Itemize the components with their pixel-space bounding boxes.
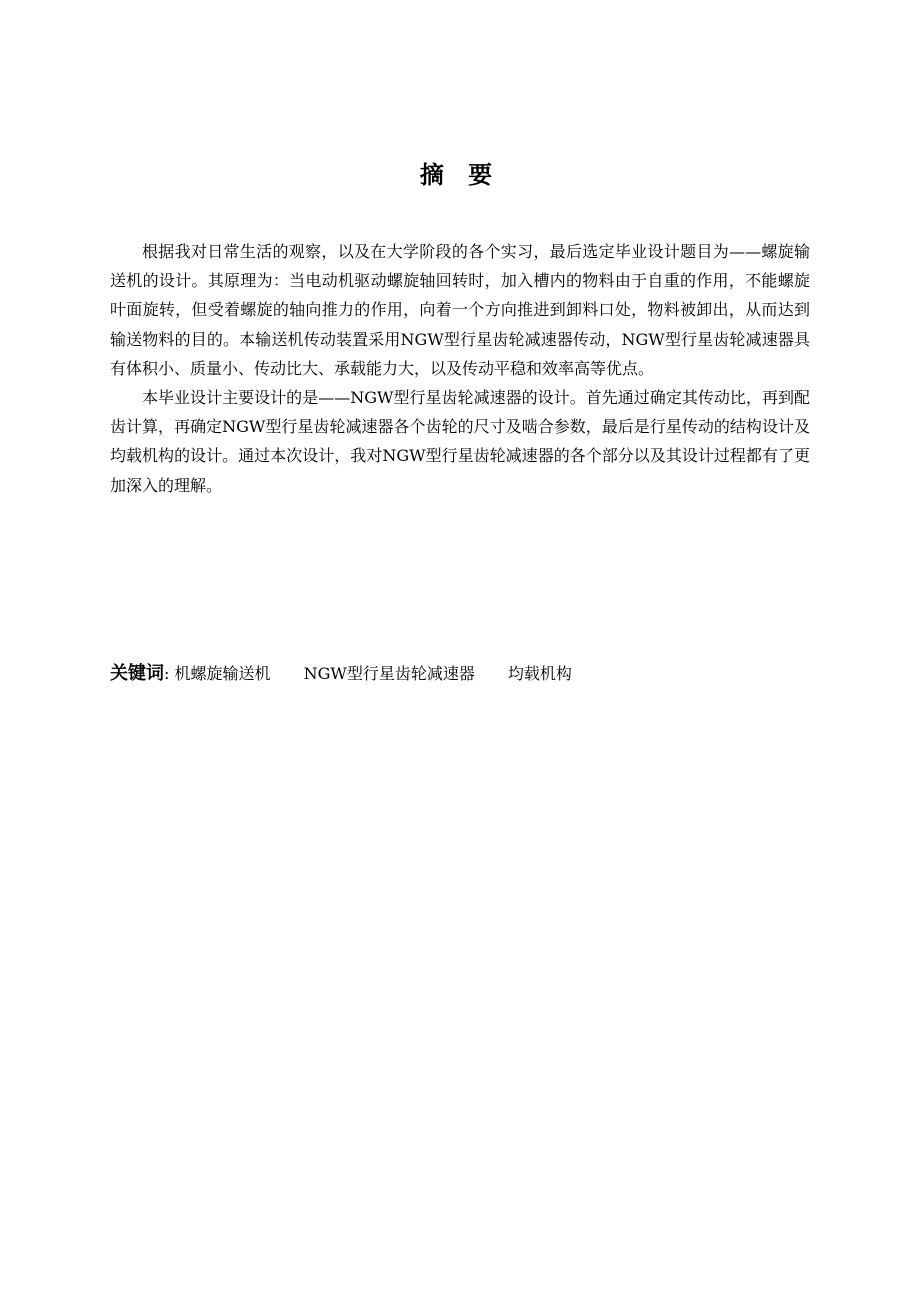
abstract-body: [110, 237, 810, 500]
abstract-paragraph-1: 根据我对日常生活的观察，以及在大学阶段的各个实习，最后选定毕业设计题目为——螺旋输送机的设计。其原理为：当电动机驱动螺旋轴回转时，加入槽内的物料由于自重的作用，不能螺旋叶面旋转，但受着螺旋的轴向推力的作用，向着一个方向推进到卸料口处，物料被卸出，从而达到输送物料的目的。本输送机传动装置采用NGW型行星齿轮减速器传动，NGW型行星齿轮减速器具有体积小、质量小、传动比大、承载能力大，以及传动平稳和效率高等优点。: [110, 242, 810, 378]
abstract-paragraph-2: 本毕业设计主要设计的是——NGW型行星齿轮减速器的设计。首先通过确定其传动比，再到配齿计算，再确定NGW型行星齿轮减速器各个齿轮的尺寸及啮合参数，最后是行星传动的结构设计及均载机构的设计。通过本次设计，我对NGW型行星齿轮减速器的各个部分以及其设计过程都有了更加深入的理解。: [110, 388, 810, 495]
keyword-term: NGW型行星齿轮减速器: [303, 664, 475, 683]
keywords-separator: :: [164, 664, 170, 683]
keyword-term: 机螺旋输送机: [174, 664, 271, 683]
keywords-label: 关键词: [110, 663, 164, 684]
abstract-title: 摘 要: [419, 161, 501, 189]
keywords-line: [110, 659, 810, 689]
keyword-term: 均载机构: [507, 664, 572, 683]
